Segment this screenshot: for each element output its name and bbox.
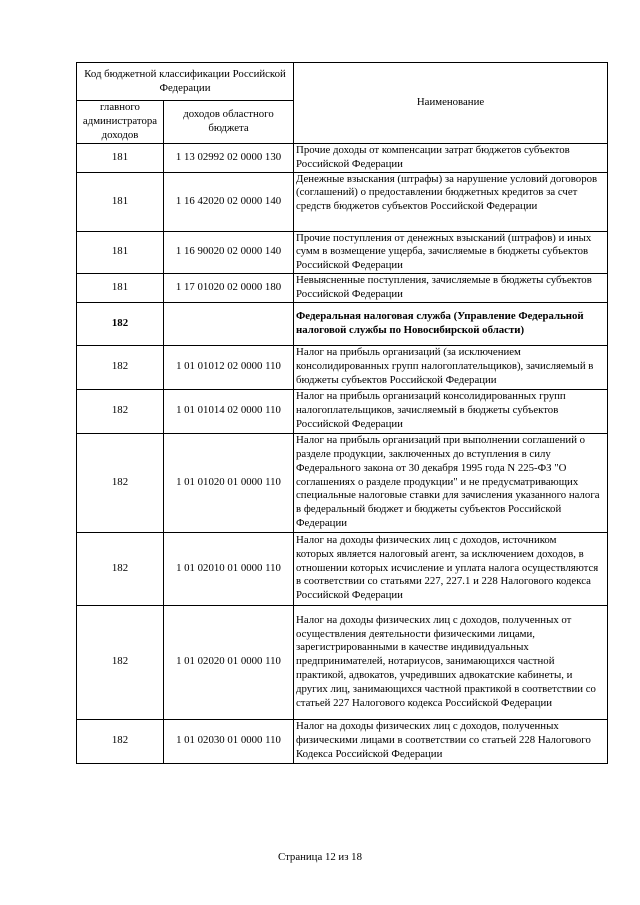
revenue-code-cell: 1 01 02030 01 0000 110 <box>164 719 294 763</box>
revenue-code-cell: 1 01 02010 01 0000 110 <box>164 532 294 605</box>
admin-code-cell: 181 <box>77 172 164 231</box>
name-cell: Налог на доходы физических лиц с доходов, полученных от осуществления деятельности физическими лицами, зарегистрированными в качестве индивидуальных предпринимателей, нотариусов, занимающихся частной практикой, адвокатов, учредивших адвокатские кабинеты, и других лиц, занимающихся частной практикой в соответствии со статьей 227 Налогового кодекса Российской Федерации <box>294 605 608 719</box>
section-title-cell: Федеральная налоговая служба (Управление Федеральной налоговой службы по Новосибирской области) <box>294 302 608 345</box>
table-row <box>77 433 608 532</box>
table-row <box>77 172 608 231</box>
table-row <box>77 719 608 763</box>
revenue-code-cell: 1 17 01020 02 0000 180 <box>164 273 294 302</box>
name-cell: Денежные взыскания (штрафы) за нарушение условий договоров (соглашений) о предоставлении бюджетных кредитов за счет средств бюджетов субъектов Российской Федерации <box>294 172 608 231</box>
table-row <box>77 144 608 173</box>
admin-code-cell: 181 <box>77 231 164 273</box>
revenue-code-cell: 1 01 02020 01 0000 110 <box>164 605 294 719</box>
table-row <box>77 532 608 605</box>
header-name: Наименование <box>294 63 608 144</box>
table-row <box>77 345 608 389</box>
admin-code-cell: 182 <box>77 719 164 763</box>
page-number: Страница 12 из 18 <box>278 851 362 863</box>
revenue-code-cell: 1 13 02992 02 0000 130 <box>164 144 294 173</box>
name-cell: Налог на прибыль организаций (за исключением консолидированных групп налогоплательщиков), зачисляемый в бюджеты субъектов Российской Федерации <box>294 345 608 389</box>
name-cell: Прочие поступления от денежных взысканий (штрафов) и иных сумм в возмещение ущерба, зачисляемые в бюджеты субъектов Российской Федерации <box>294 231 608 273</box>
table-row <box>77 231 608 273</box>
admin-code-cell: 181 <box>77 144 164 173</box>
revenue-code-cell: 1 01 01012 02 0000 110 <box>164 345 294 389</box>
header-code-group: Код бюджетной классификации Российской Федерации <box>77 63 294 101</box>
name-cell: Налог на доходы физических лиц с доходов, источником которых является налоговый агент, за исключением доходов, в отношении которых исчисление и уплата налога осуществляются в соответствии со статьями 227, 227.1 и 228 Налогового кодекса Российской Федерации <box>294 532 608 605</box>
admin-code-cell: 182 <box>77 345 164 389</box>
admin-code-cell: 181 <box>77 273 164 302</box>
revenue-code-cell: 1 01 01020 01 0000 110 <box>164 433 294 532</box>
admin-code-cell: 182 <box>77 389 164 433</box>
revenue-code-cell: 1 16 90020 02 0000 140 <box>164 231 294 273</box>
name-cell: Невыясненные поступления, зачисляемые в бюджеты субъектов Российской Федерации <box>294 273 608 302</box>
admin-code-cell: 182 <box>77 532 164 605</box>
admin-code-cell: 182 <box>77 302 164 345</box>
table-row-section <box>77 302 608 345</box>
revenue-code-cell: 1 16 42020 02 0000 140 <box>164 172 294 231</box>
budget-classification-table <box>76 62 608 764</box>
table-row <box>77 389 608 433</box>
admin-code-cell: 182 <box>77 433 164 532</box>
name-cell: Прочие доходы от компенсации затрат бюджетов субъектов Российской Федерации <box>294 144 608 173</box>
revenue-code-cell <box>164 302 294 345</box>
name-cell: Налог на прибыль организаций при выполнении соглашений о разделе продукции, заключенных до вступления в силу Федерального закона от 30 декабря 1995 года N 225-ФЗ "О соглашениях о разделе продукции" и не предусматривающих специальные налоговые ставки для зачисления указанного налога в федеральный бюджет и бюджеты субъектов Российской Федерации <box>294 433 608 532</box>
header-admin-code: главного администратора доходов <box>77 101 164 144</box>
table-row <box>77 605 608 719</box>
header-budget-code: доходов областного бюджета <box>164 101 294 144</box>
revenue-code-cell: 1 01 01014 02 0000 110 <box>164 389 294 433</box>
header-row <box>77 63 608 101</box>
name-cell: Налог на прибыль организаций консолидированных групп налогоплательщиков, зачисляемый в бюджеты субъектов Российской Федерации <box>294 389 608 433</box>
admin-code-cell: 182 <box>77 605 164 719</box>
table-row <box>77 273 608 302</box>
name-cell: Налог на доходы физических лиц с доходов, полученных физическими лицами в соответствии со статьей 228 Налогового Кодекса Российской Федерации <box>294 719 608 763</box>
